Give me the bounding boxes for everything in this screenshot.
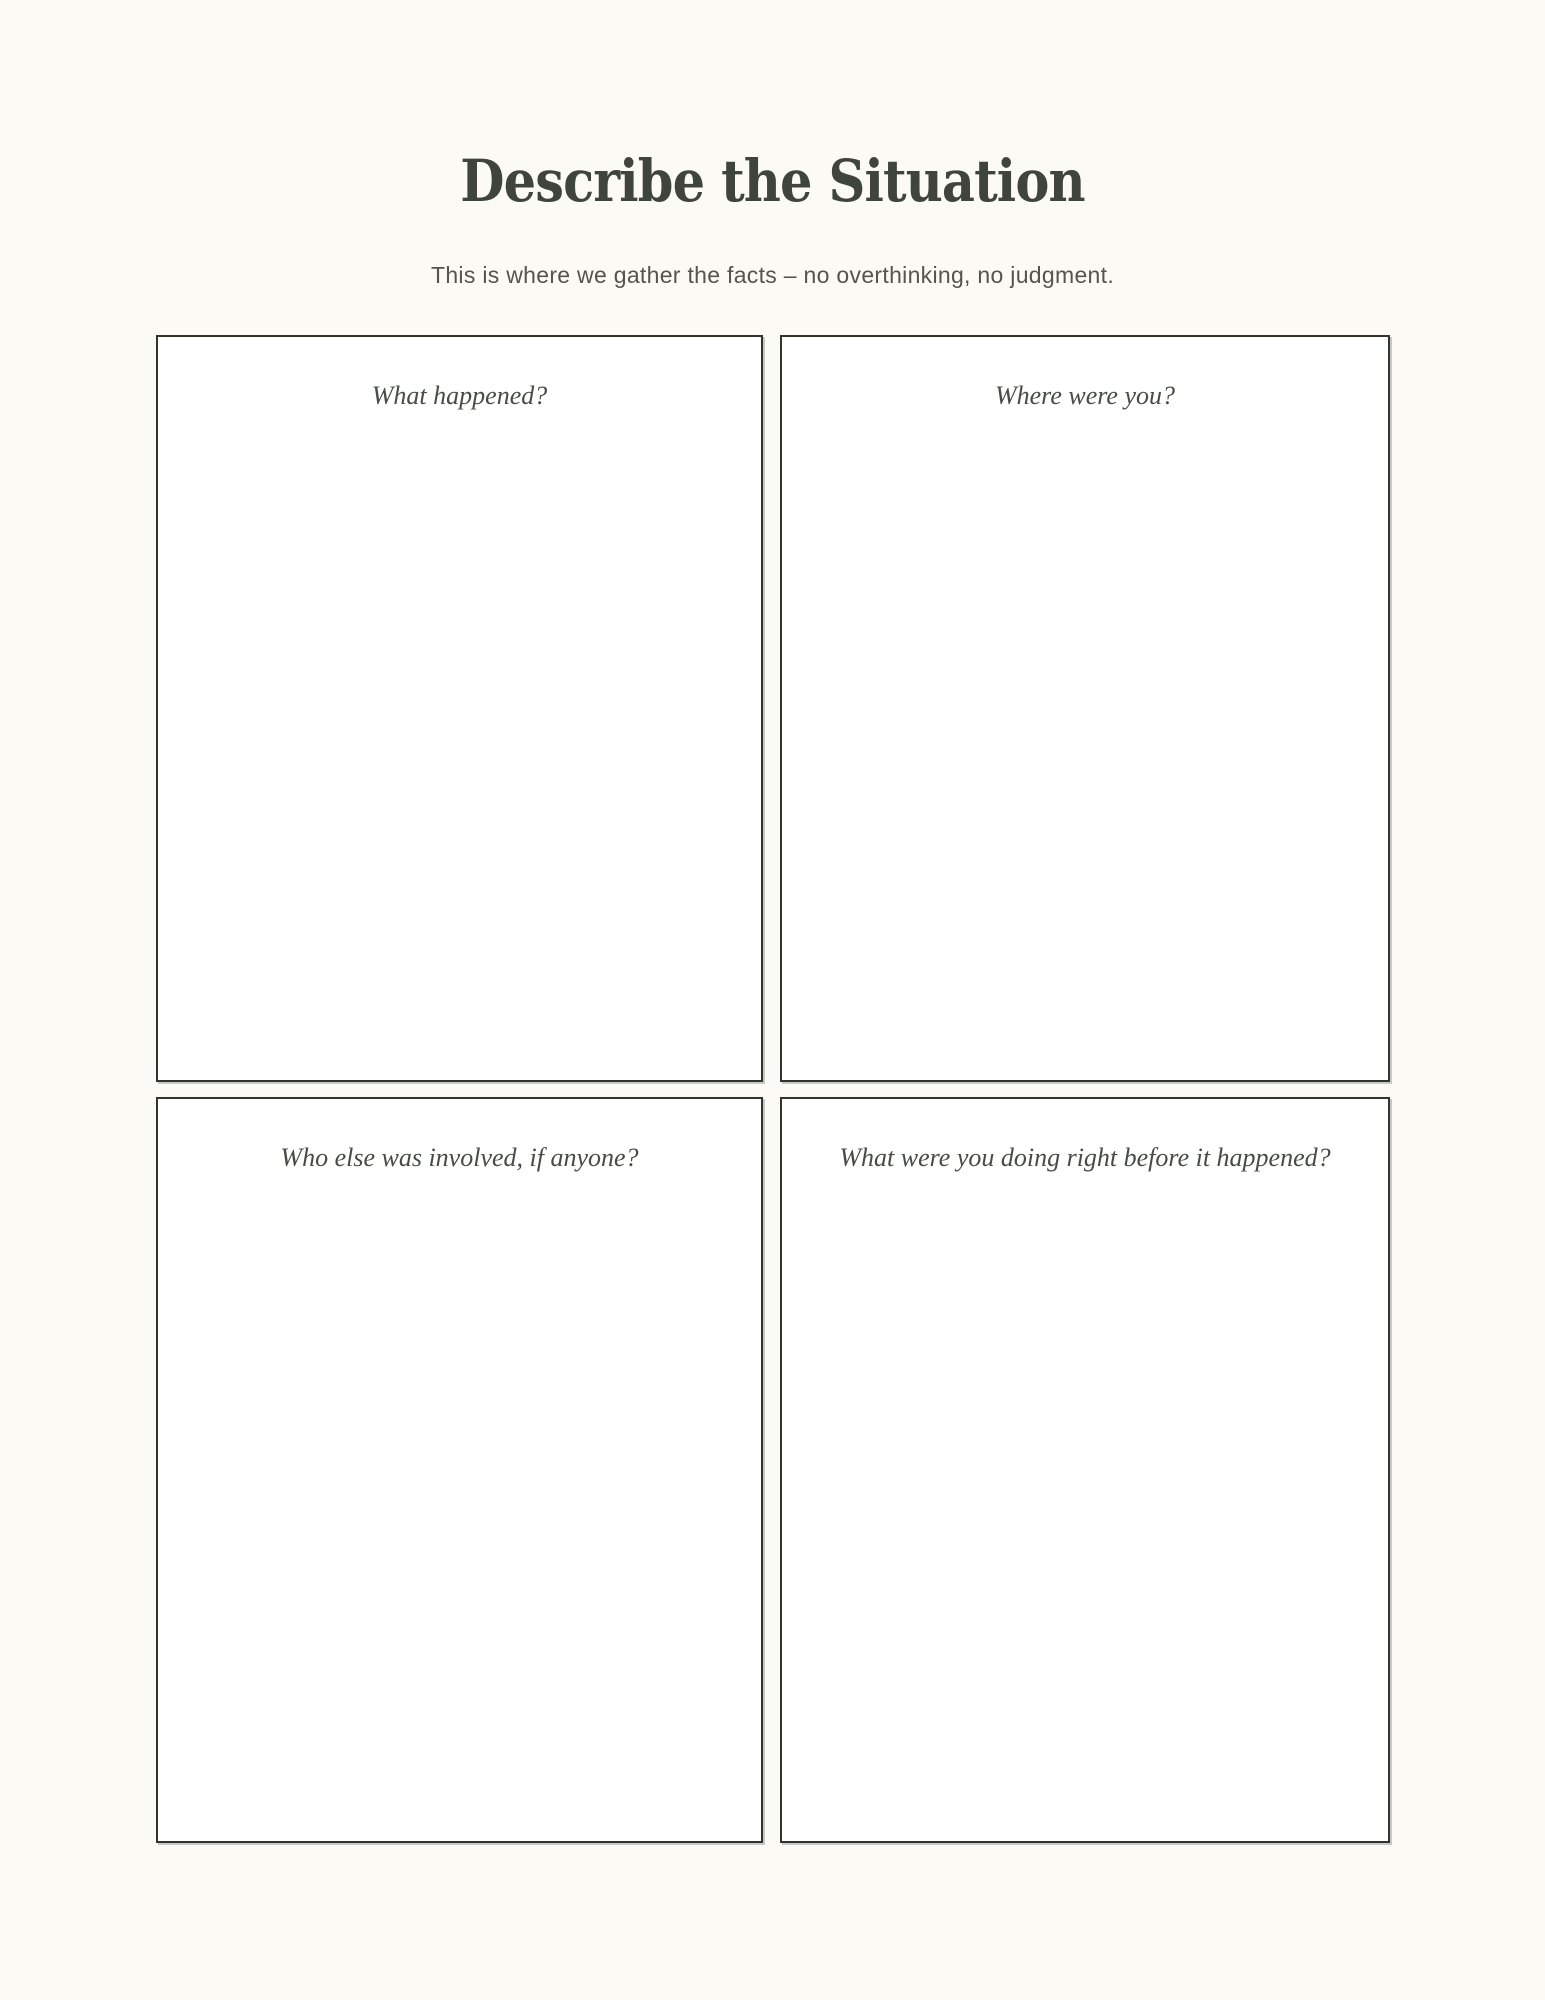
question-label: Where were you? (994, 381, 1175, 410)
card-before-it-happened (780, 1097, 1390, 1843)
card-who-else-involved (156, 1097, 763, 1843)
question-label: What were you doing right before it happened? (839, 1143, 1331, 1172)
page-subtitle: This is where we gather the facts – no overthinking, no judgment. (430, 262, 1115, 288)
page-title: Describe the Situation (460, 147, 1085, 215)
question-label: Who else was involved, if anyone? (280, 1143, 639, 1172)
answer-area-who-else-involved[interactable] (158, 1173, 761, 1841)
answer-area-what-happened[interactable] (158, 411, 761, 1080)
card-what-happened (156, 335, 763, 1082)
question-label: What happened? (371, 381, 548, 410)
answer-area-where-were-you[interactable] (782, 411, 1388, 1080)
answer-area-before-it-happened[interactable] (782, 1173, 1388, 1841)
card-where-were-you (780, 335, 1390, 1082)
worksheet-grid (156, 335, 1390, 1843)
